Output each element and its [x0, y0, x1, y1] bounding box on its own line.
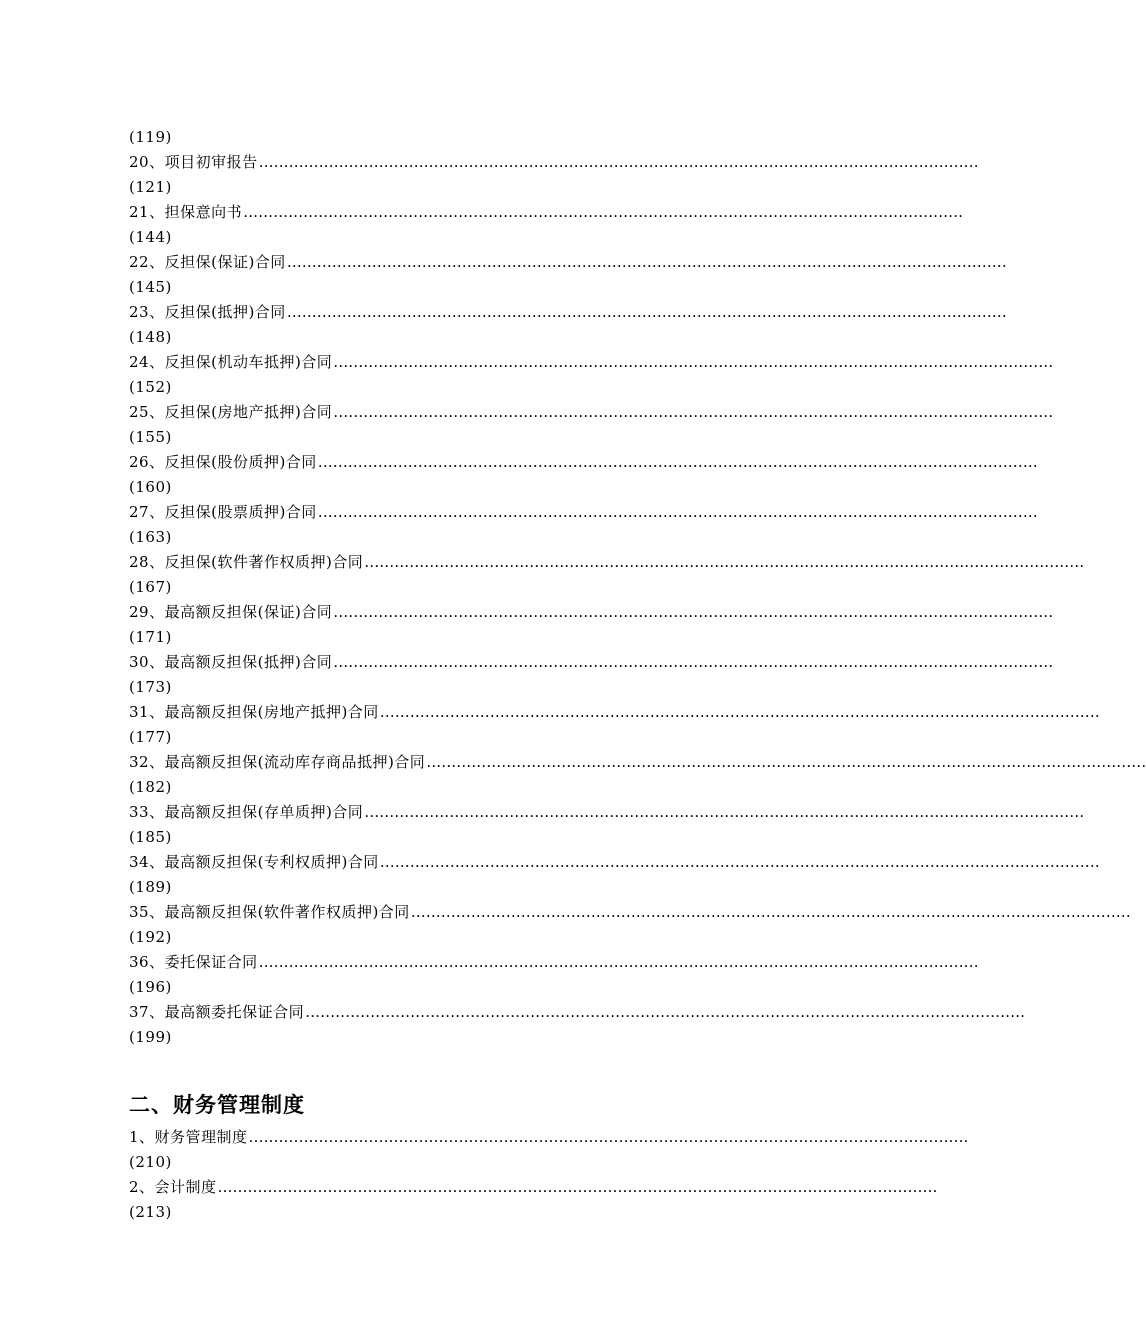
toc-entry-title: 34、最高额反担保(专利权质押)合同 [129, 853, 379, 871]
toc-entry-title: 20、项目初审报告 [129, 153, 258, 171]
toc-entry-title: 21、担保意向书 [129, 203, 243, 221]
toc-page-number: (192) [129, 928, 172, 946]
toc-entry [129, 850, 1100, 875]
toc-entry-title: 2、会计制度 [129, 1178, 217, 1196]
toc-entry [129, 400, 1054, 425]
toc-dot-leader: ……………………………………………………………………………………………………………………………… [258, 153, 979, 171]
toc-entry-title: 32、最高额反担保(流动库存商品抵押)合同 [129, 753, 426, 771]
toc-entry-title: 27、反担保(股票质押)合同 [129, 503, 317, 521]
toc-entry-title: 1、财务管理制度 [129, 1128, 248, 1146]
toc-entry [129, 1000, 1026, 1025]
toc-entry-title: 36、委托保证合同 [129, 953, 258, 971]
toc-entry-title: 35、最高额反担保(软件著作权质押)合同 [129, 903, 410, 921]
toc-dot-leader: ……………………………………………………………………………………………………………………………… [333, 603, 1054, 621]
toc-page-number: (196) [129, 978, 172, 996]
toc-dot-leader: ……………………………………………………………………………………………………………………………… [364, 553, 1085, 571]
toc-entry-title: 22、反担保(保证)合同 [129, 253, 286, 271]
toc-entry-title: 37、最高额委托保证合同 [129, 1003, 305, 1021]
toc-page-number: (182) [129, 778, 172, 796]
toc-page-number: (119) [129, 128, 172, 146]
toc-dot-leader: ……………………………………………………………………………………………………………………………… [379, 703, 1100, 721]
toc-section-2-entries [129, 1125, 969, 1225]
toc-entry [129, 600, 1054, 625]
toc-page-number: (152) [129, 378, 172, 396]
toc-entry [129, 1175, 938, 1200]
toc-page-number: (177) [129, 728, 172, 746]
toc-entry-title: 29、最高额反担保(保证)合同 [129, 603, 333, 621]
toc-entry [129, 650, 1054, 675]
toc-entry [129, 200, 964, 225]
toc-entry [129, 300, 1007, 325]
toc-dot-leader: ……………………………………………………………………………………………………………………………… [317, 503, 1038, 521]
toc-dot-leader: ……………………………………………………………………………………………………………………………… [243, 203, 964, 221]
toc-entry [129, 150, 979, 175]
toc-section-1-entries [129, 150, 1146, 1050]
toc-page-number: (167) [129, 578, 172, 596]
toc-dot-leader: ……………………………………………………………………………………………………………………………… [286, 303, 1007, 321]
section-heading: 二、财务管理制度 [129, 1093, 305, 1117]
toc-entry-title: 31、最高额反担保(房地产抵押)合同 [129, 703, 379, 721]
toc-entry [129, 550, 1085, 575]
toc-page-number: (213) [129, 1203, 172, 1221]
toc-entry [129, 350, 1054, 375]
toc-dot-leader: ……………………………………………………………………………………………………………………………… [364, 803, 1085, 821]
toc-dot-leader: ……………………………………………………………………………………………………………………………… [333, 403, 1054, 421]
toc-entry-title: 28、反担保(软件著作权质押)合同 [129, 553, 364, 571]
toc-page-number: (189) [129, 878, 172, 896]
toc-entry [129, 800, 1085, 825]
toc-dot-leader: ……………………………………………………………………………………………………………………………… [379, 853, 1100, 871]
toc-page-number: (210) [129, 1153, 172, 1171]
toc-entry-title: 33、最高额反担保(存单质押)合同 [129, 803, 364, 821]
toc-page-number: (148) [129, 328, 172, 346]
toc-page-number: (163) [129, 528, 172, 546]
toc-entry [129, 500, 1038, 525]
toc-dot-leader: ……………………………………………………………………………………………………………………………… [258, 953, 979, 971]
toc-page-number: (155) [129, 428, 172, 446]
toc-page-number: (121) [129, 178, 172, 196]
toc-page-number: (171) [129, 628, 172, 646]
toc-entry [129, 700, 1100, 725]
toc-entry [129, 750, 1146, 775]
toc-entry-title: 26、反担保(股份质押)合同 [129, 453, 317, 471]
toc-dot-leader: ……………………………………………………………………………………………………………………………… [410, 903, 1131, 921]
toc-entry [129, 900, 1131, 925]
toc-dot-leader: ……………………………………………………………………………………………………………………………… [217, 1178, 938, 1196]
toc-dot-leader: ……………………………………………………………………………………………………………………………… [248, 1128, 969, 1146]
toc-entry [129, 450, 1038, 475]
toc-page-number: (160) [129, 478, 172, 496]
toc-entry-title: 23、反担保(抵押)合同 [129, 303, 286, 321]
toc-page-number: (144) [129, 228, 172, 246]
toc-dot-leader: ……………………………………………………………………………………………………………………………… [333, 353, 1054, 371]
toc-entry [129, 250, 1007, 275]
toc-dot-leader: ……………………………………………………………………………………………………………………………… [426, 753, 1146, 771]
toc-entry-title: 30、最高额反担保(抵押)合同 [129, 653, 333, 671]
toc-page-number: (145) [129, 278, 172, 296]
toc-page [129, 125, 1146, 1225]
toc-page-number: (173) [129, 678, 172, 696]
toc-page-number: (185) [129, 828, 172, 846]
toc-entry [129, 1125, 969, 1150]
toc-dot-leader: ……………………………………………………………………………………………………………………………… [305, 1003, 1026, 1021]
toc-dot-leader: ……………………………………………………………………………………………………………………………… [317, 453, 1038, 471]
toc-entry-title: 25、反担保(房地产抵押)合同 [129, 403, 333, 421]
toc-dot-leader: ……………………………………………………………………………………………………………………………… [286, 253, 1007, 271]
toc-dot-leader: ……………………………………………………………………………………………………………………………… [333, 653, 1054, 671]
toc-page-number: (199) [129, 1028, 172, 1046]
toc-entry [129, 950, 979, 975]
toc-entry-title: 24、反担保(机动车抵押)合同 [129, 353, 333, 371]
